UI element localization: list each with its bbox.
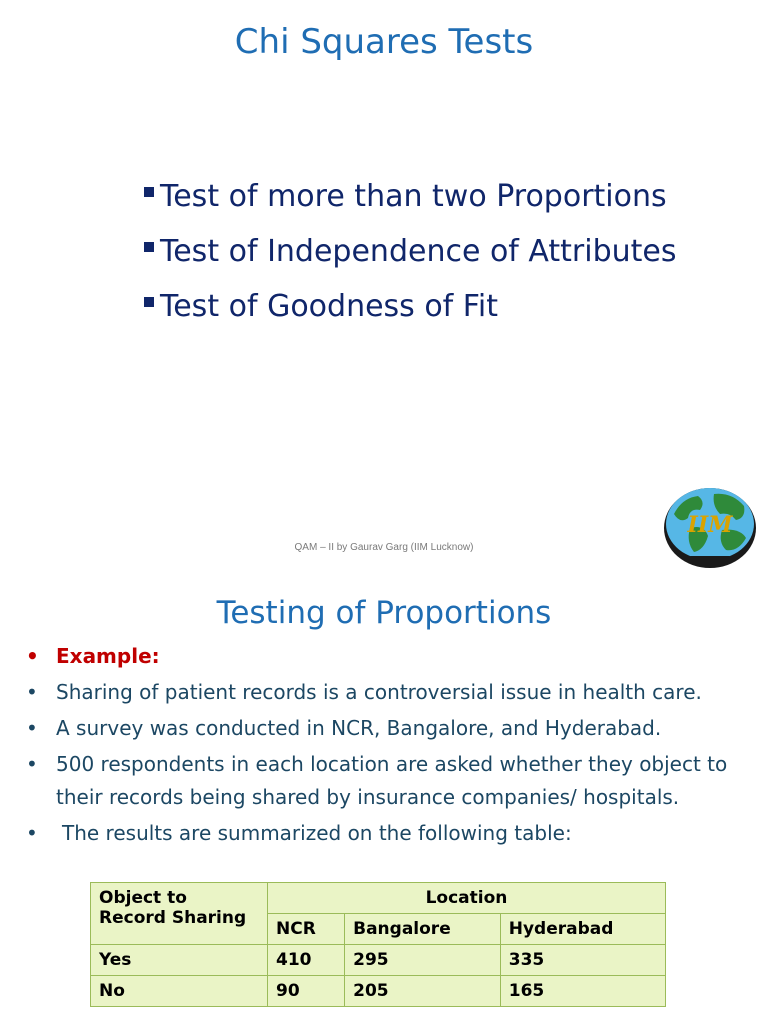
list-item [26,640,746,673]
list-item-text: Example: [56,644,160,668]
slide-testing-proportions [0,576,768,1024]
iim-globe-logo-icon [660,484,760,568]
topic-text: Test of Independence of Attributes [160,234,677,269]
column-header-hyderabad: Hyderabad [500,914,665,945]
list-item [26,676,746,709]
slide-footer: QAM – II by Gaurav Garg (IIM Lucknow) [294,542,474,553]
table-header-row [91,883,666,914]
topic-text: Test of Goodness of Fit [160,289,498,324]
bullet-dot-icon: • [26,752,38,776]
bullet-dot-icon: • [26,716,38,740]
location-header-cell: Location [268,883,666,914]
row-label: No [91,976,268,1007]
bullet-dot-icon: • [26,821,38,845]
bullet-dot-icon: • [26,644,39,668]
results-table [90,882,666,1007]
topic-item [144,175,677,230]
list-item [26,817,746,850]
row-header-cell: Object to Record Sharing [91,883,268,945]
bullet-dot-icon: • [26,680,38,704]
table-row [91,976,666,1007]
topic-text: Test of more than two Proportions [160,179,667,214]
svg-text:IIM: IIM [687,512,733,538]
list-item [26,748,746,814]
list-item-text: A survey was conducted in NCR, Bangalore, and Hyderabad. [56,716,662,740]
topic-item [144,230,677,285]
topic-item [144,285,677,340]
square-bullet-icon [144,187,154,197]
table-cell: 90 [268,976,345,1007]
topic-list [144,175,677,340]
column-header-bangalore: Bangalore [345,914,501,945]
slide-title: Chi Squares Tests [234,22,534,62]
list-item-text: Sharing of patient records is a controversial issue in health care. [56,680,702,704]
row-label: Yes [91,945,268,976]
slide-title: Testing of Proportions [216,595,552,631]
list-item-text: 500 respondents in each location are asked whether they object to their records being shared by insurance companies/ hospitals. [56,752,728,809]
content-list [26,640,746,853]
table-cell: 410 [268,945,345,976]
list-item [26,712,746,745]
list-item-text: The results are summarized on the following table: [62,821,572,845]
table-cell: 335 [500,945,665,976]
table-cell: 165 [500,976,665,1007]
square-bullet-icon [144,297,154,307]
square-bullet-icon [144,242,154,252]
table-row [91,945,666,976]
table-cell: 205 [345,976,501,1007]
table-cell: 295 [345,945,501,976]
column-header-ncr: NCR [268,914,345,945]
